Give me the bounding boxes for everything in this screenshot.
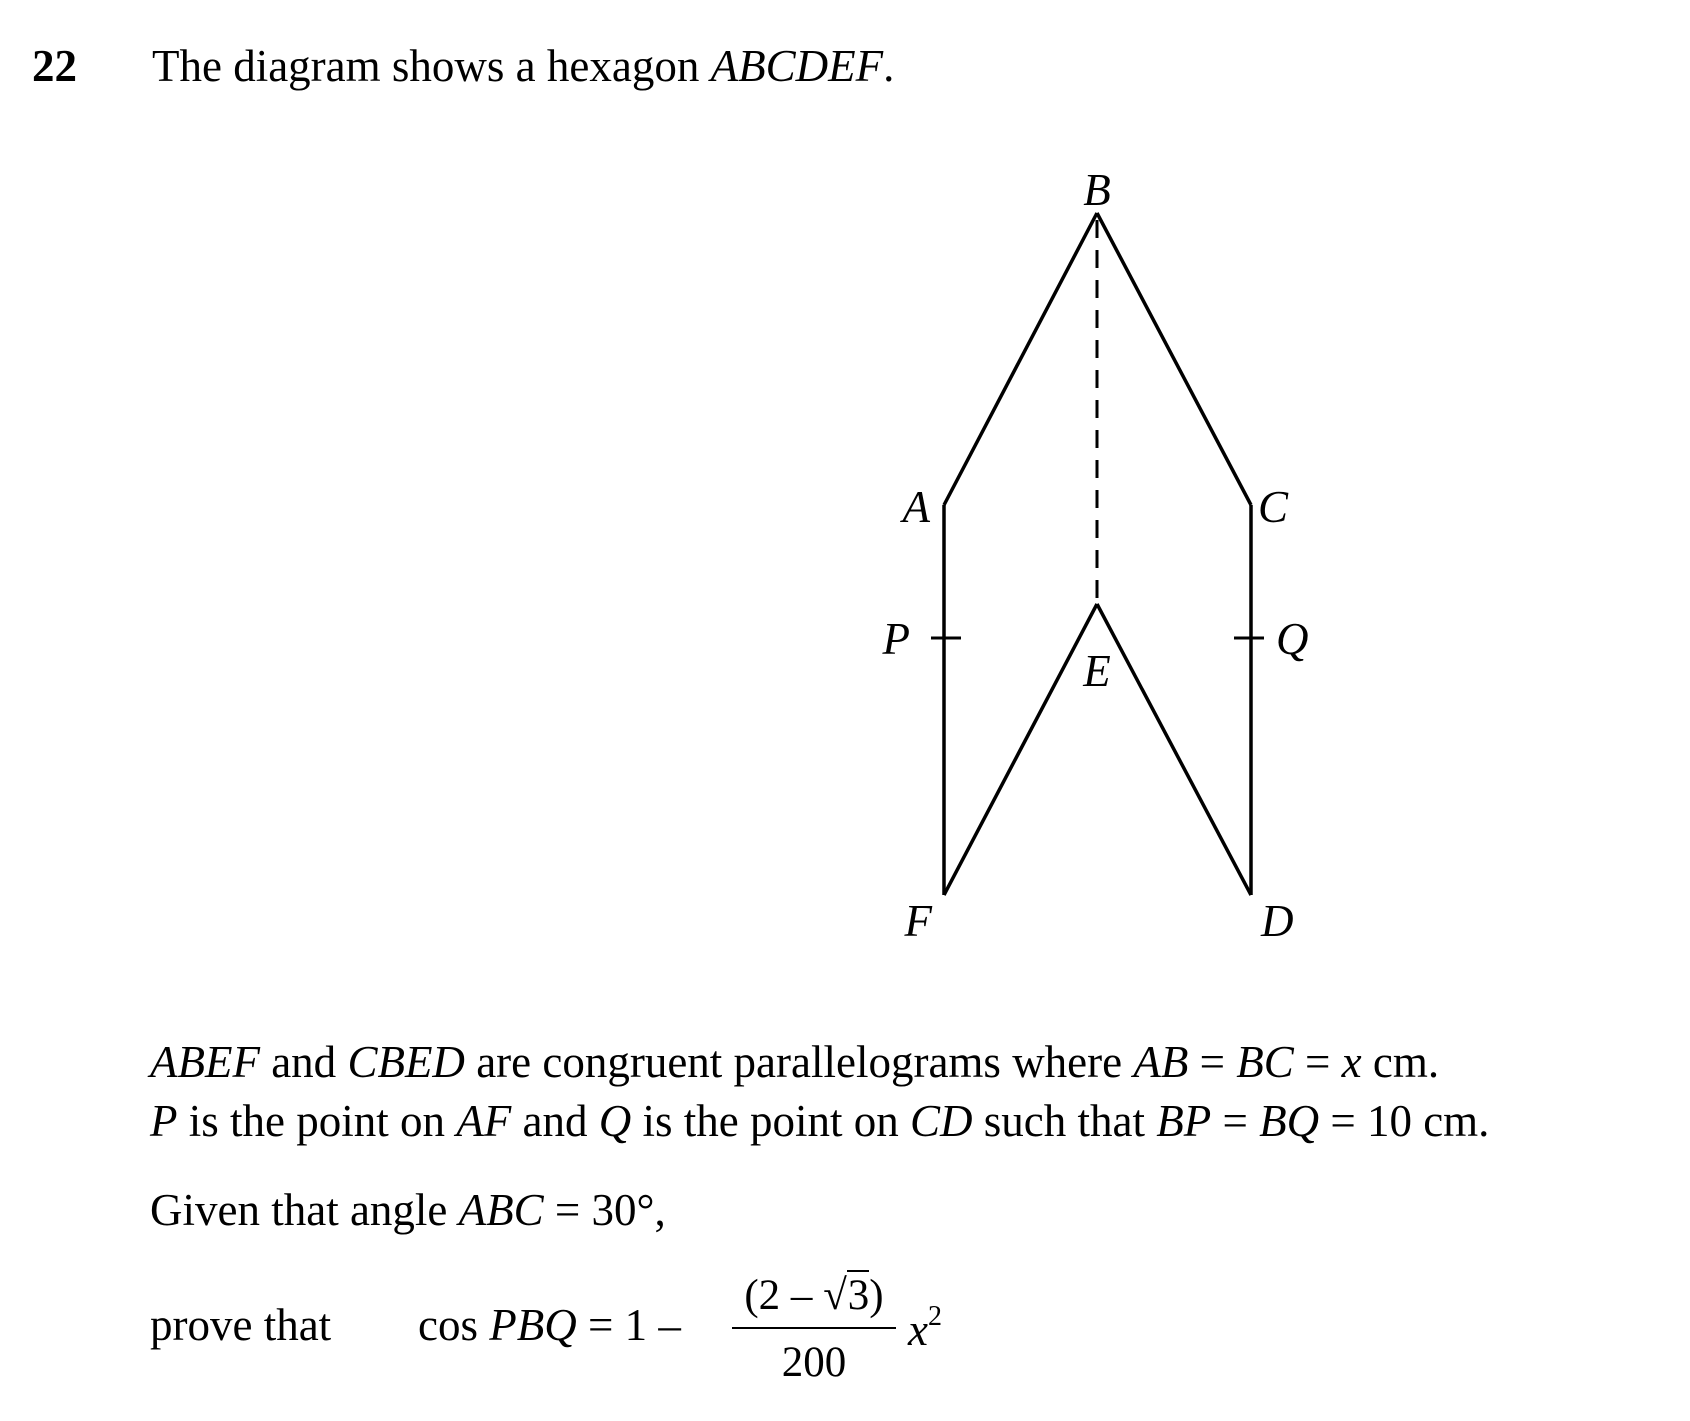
variable-x-term: x (908, 1305, 928, 1355)
intro-text: The diagram shows a hexagon (152, 41, 711, 91)
text-fragment: are congruent parallelograms where (464, 1037, 1134, 1087)
sqrt-argument: 3 (847, 1272, 870, 1319)
label-b: B (1083, 165, 1111, 215)
label-f: F (904, 896, 932, 946)
label-q: Q (1276, 614, 1309, 664)
hexagon-name: ABCDEF (710, 41, 884, 91)
text-fragment: = (1188, 1037, 1237, 1087)
segment-cd: CD (909, 1096, 973, 1146)
shape-abef: ABEF (150, 1037, 260, 1087)
sqrt-icon: √ (823, 1272, 847, 1319)
segment-ab: AB (1133, 1037, 1189, 1087)
statement-points (150, 1096, 1490, 1146)
formula-fraction (732, 1274, 896, 1384)
point-q: Q (598, 1096, 632, 1146)
text-fragment: and (511, 1096, 599, 1146)
text-fragment: = 10 cm. (1319, 1096, 1490, 1146)
text-fragment: is the point on (177, 1096, 457, 1146)
equals-one-minus: = 1 – (576, 1300, 681, 1350)
edge-de (1097, 604, 1251, 895)
formula-x-squared (908, 1303, 942, 1353)
statement-given-angle (150, 1185, 666, 1235)
label-a: A (902, 482, 930, 532)
text-fragment: is the point on (631, 1096, 910, 1146)
variable-x: x (1341, 1037, 1362, 1087)
prove-label: prove that (150, 1300, 332, 1350)
segment-bp: BP (1156, 1096, 1212, 1146)
num-close: ) (869, 1272, 884, 1319)
exponent: 2 (927, 1301, 942, 1332)
fraction-numerator (732, 1274, 896, 1327)
cos-function: cos (418, 1300, 490, 1350)
text-fragment: = 30°, (543, 1185, 666, 1235)
num-open: (2 – (744, 1272, 824, 1319)
segment-bc: BC (1236, 1037, 1294, 1087)
text-fragment: and (259, 1037, 348, 1087)
angle-abc: ABC (458, 1185, 544, 1235)
edge-bc (1097, 213, 1251, 505)
statement-parallelograms (150, 1037, 1440, 1087)
formula-lhs (418, 1300, 681, 1350)
segment-bq: BQ (1259, 1096, 1320, 1146)
text-fragment: Given that angle (150, 1185, 459, 1235)
text-fragment: cm. (1361, 1037, 1440, 1087)
label-c: C (1258, 482, 1289, 532)
edge-ef (944, 604, 1097, 895)
fraction-denominator: 200 (781, 1339, 847, 1386)
segment-af: AF (456, 1096, 512, 1146)
edge-ab (944, 213, 1097, 505)
intro-end: . (883, 41, 895, 91)
angle-pbq: PBQ (489, 1300, 577, 1350)
text-fragment: = (1211, 1096, 1260, 1146)
question-number: 22 (32, 41, 77, 91)
text-fragment: such that (972, 1096, 1157, 1146)
point-p: P (150, 1096, 178, 1146)
text-fragment: = (1293, 1037, 1342, 1087)
shape-cbed: CBED (347, 1037, 465, 1087)
label-e: E (1083, 646, 1111, 696)
label-d: D (1261, 896, 1294, 946)
label-p: P (882, 614, 910, 664)
